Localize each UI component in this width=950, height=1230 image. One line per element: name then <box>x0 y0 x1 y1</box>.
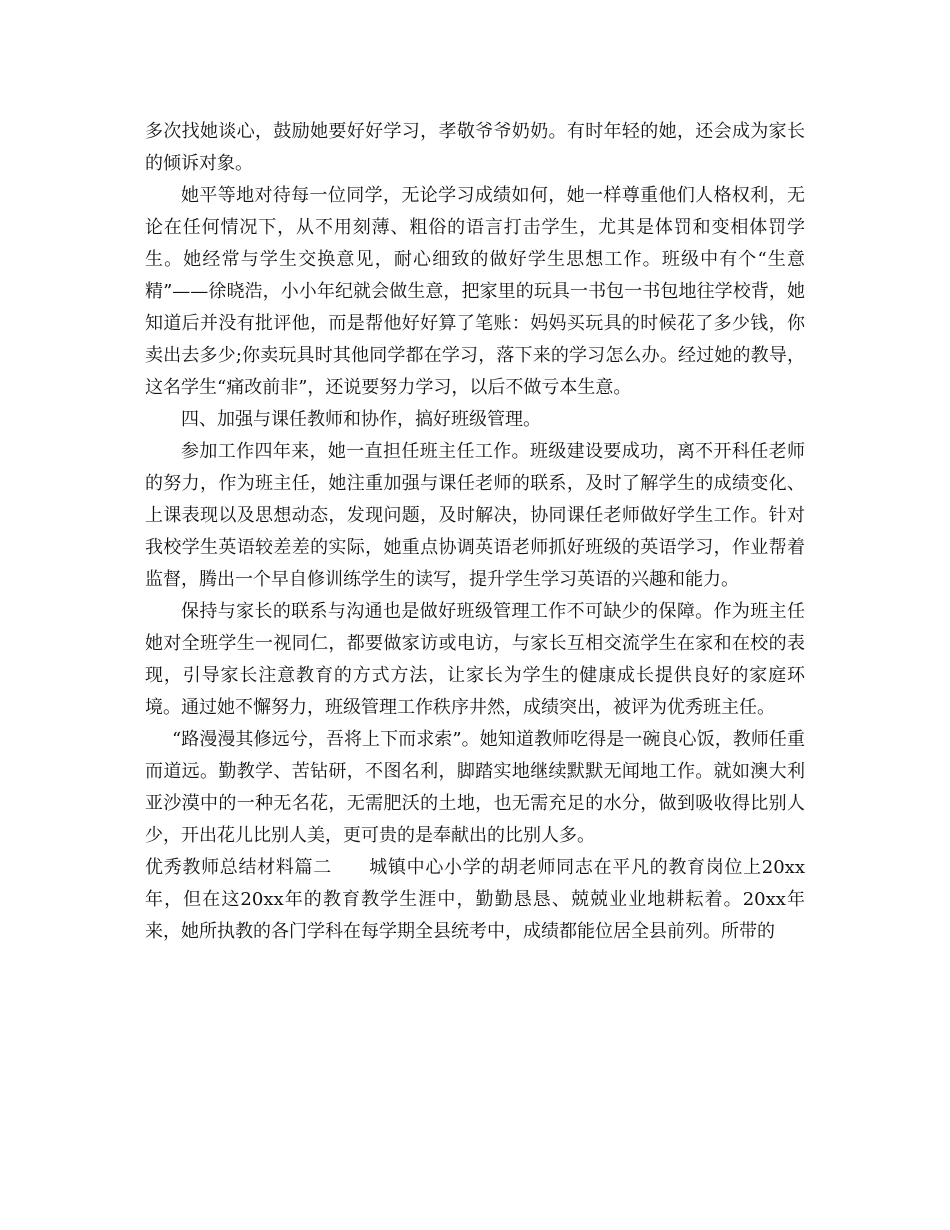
document-body <box>145 116 805 948</box>
paragraph: 优秀教师总结材料篇二 城镇中心小学的胡老师同志在平凡的教育岗位上20xx年，但在这20xx年的教育教学生涯中，勤勤恳恳、兢兢业业地耕耘着。20xx年来，她所执教的各门学科在每学期全县统考中，成绩都能位居全县前列。所带的 <box>145 857 805 942</box>
paragraph: 多次找她谈心，鼓励她要好好学习，孝敬爷爷奶奶。有时年轻的她，还会成为家长的倾诉对象。 <box>145 121 805 174</box>
paragraph: 她平等地对待每一位同学，无论学习成绩如何，她一样尊重他们人格权利，无论在任何情况下，从不用刻薄、粗俗的语言打击学生，尤其是体罚和变相体罚学生。她经常与学生交换意见，耐心细致的做好学生思想工作。班级中有个“生意精”——徐晓浩，小小年纪就会做生意，把家里的玩具一书包一书包地往学校背，她知道后并没有批评他，而是帮他好好算了笔账：妈妈买玩具的时候花了多少钱，你卖出去多少;你卖玩具时其他同学都在学习，落下来的学习怎么办。经过她的教导，这名学生“痛改前非”，还说要努力学习，以后不做亏本生意。 <box>145 185 805 398</box>
paragraph: “路漫漫其修远兮，吾将上下而求索”。她知道教师吃得是一碗良心饭，教师任重而道远。勤教学、苦钻研，不图名利，脚踏实地继续默默无闻地工作。就如澳大利亚沙漠中的一种无名花，无需肥沃的土地，也无需充足的水分，做到吸收得比别人少，开出花儿比别人美，更可贵的是奉献出的比别人多。 <box>145 729 805 846</box>
paragraph: 参加工作四年来，她一直担任班主任工作。班级建设要成功，离不开科任老师的努力，作为班主任，她注重加强与课任老师的联系，及时了解学生的成绩变化、上课表现以及思想动态，发现问题，及时解决，协同课任老师做好学生工作。针对我校学生英语较差差的实际，她重点协调英语老师抓好班级的英语学习，作业帮着监督，腾出一个早自修训练学生的读写，提升学生学习英语的兴趣和能力。 <box>145 441 805 590</box>
section-heading: 四、加强与课任教师和协作，搞好班级管理。 <box>181 409 541 430</box>
paragraph: 保持与家长的联系与沟通也是做好班级管理工作不可缺少的保障。作为班主任她对全班学生一视同仁，都要做家访或电访，与家长互相交流学生在家和在校的表现，引导家长注意教育的方式方法，让家长为学生的健康成长提供良好的家庭环境。通过她不懈努力，班级管理工作秩序井然，成绩突出，被评为优秀班主任。 <box>145 601 805 718</box>
